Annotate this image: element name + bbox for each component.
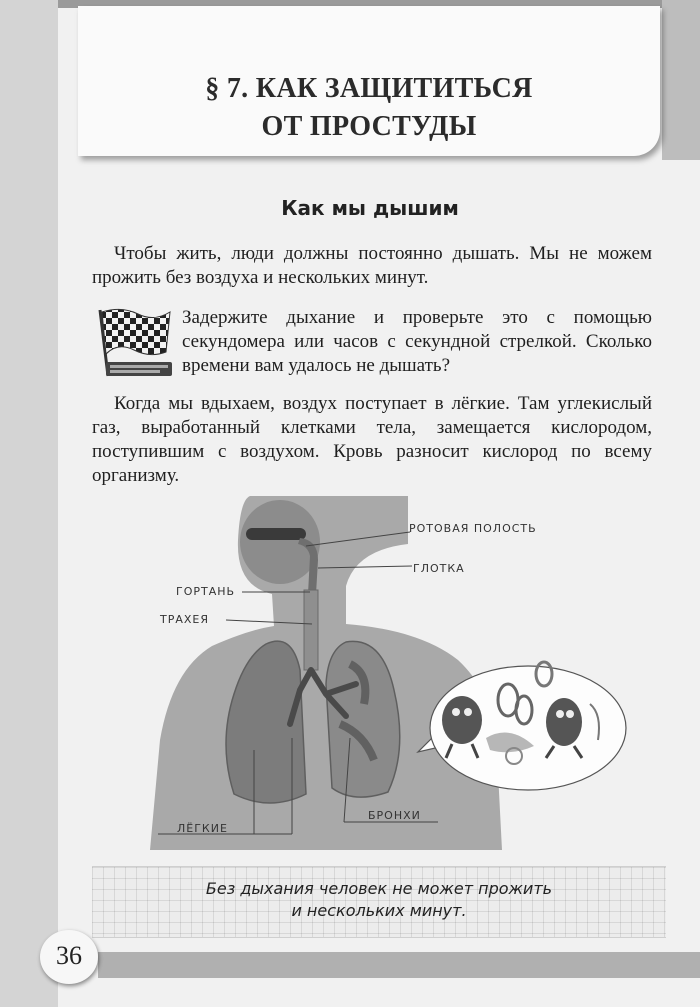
- bottom-edge-band: [98, 952, 700, 978]
- cell-character-right: [546, 698, 582, 746]
- trachea-tube: [304, 590, 318, 670]
- label-lungs: ЛЁГКИЕ: [177, 822, 228, 835]
- section-title: [78, 70, 660, 146]
- mouth-cavity: [246, 528, 306, 540]
- label-larynx: ГОРТАНЬ: [176, 585, 236, 598]
- summary-caption: [92, 878, 666, 922]
- page-number: 36: [56, 941, 82, 970]
- cell-character-left: [442, 696, 482, 744]
- intro-paragraph: Чтобы жить, люди должны постоянно дышать. Мы не можем прожить без воздуха и нескольких минут.: [92, 243, 652, 288]
- label-mouth-cavity: РОТОВАЯ ПОЛОСТЬ: [409, 522, 537, 535]
- label-pharynx: ГЛОТКА: [413, 562, 465, 575]
- label-bronchi: БРОНХИ: [368, 809, 421, 822]
- subsection-title: Как мы дышим: [281, 196, 459, 220]
- checkered-flag-icon: [94, 306, 174, 382]
- respiratory-system-illustration: [150, 494, 650, 850]
- caption-line1: Без дыхания человек не может прожить: [205, 879, 553, 898]
- task-paragraph: Задержите дыхание и проверьте это с помощью секундомера или часов с секундной стрелкой. Сколько времени вам удалось не дышать?: [182, 307, 652, 376]
- label-trachea: ТРАХЕЯ: [160, 613, 210, 626]
- section-title-line2: ОТ ПРОСТУДЫ: [261, 111, 477, 142]
- right-edge-band: [662, 0, 700, 160]
- caption-line2: и нескольких минут.: [291, 901, 467, 920]
- body-silhouette: [150, 496, 502, 850]
- explain-paragraph: Когда мы вдыхаем, воздух поступает в лёгкие. Там углекислый газ, выработанный клетками тела, замещается кислородом, поступившим с воздухом. Кровь разносит кислород по всему организму.: [92, 393, 652, 486]
- section-title-line1: § 7. КАК ЗАЩИТИТЬСЯ: [205, 73, 533, 104]
